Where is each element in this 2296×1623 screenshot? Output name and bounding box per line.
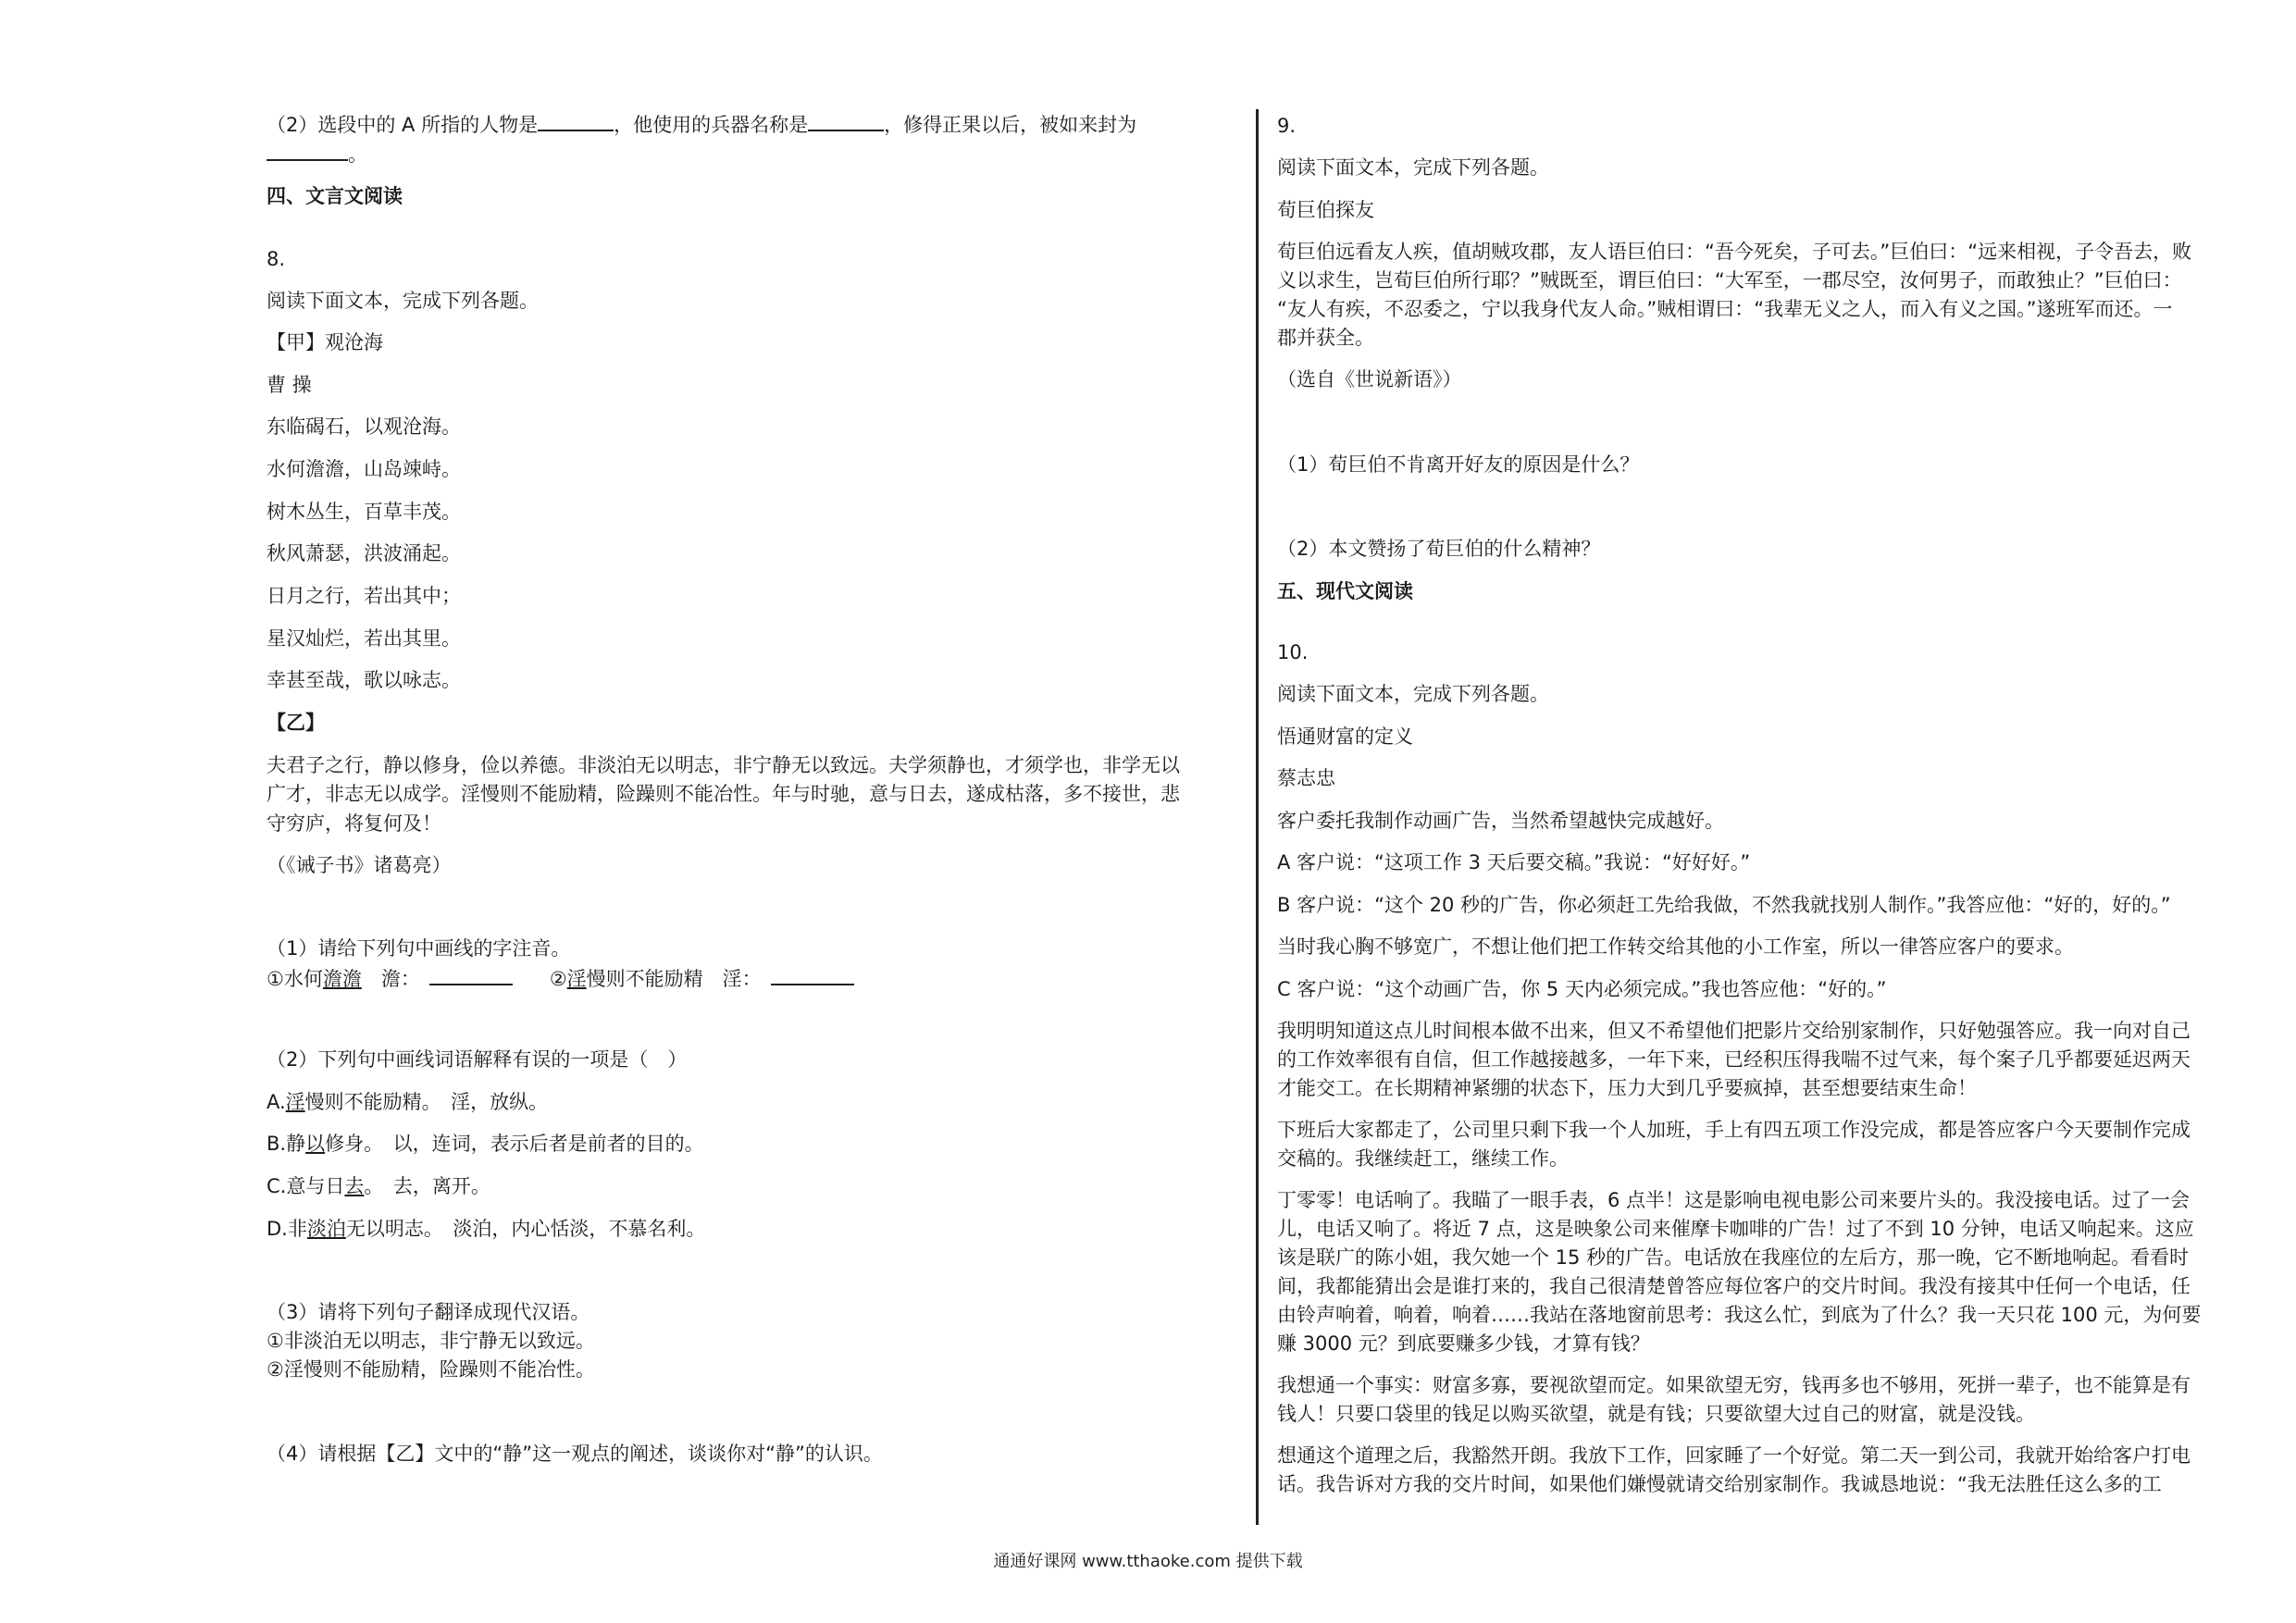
q10-paragraph-line: 由铃声响着，响着，响着……我站在落地窗前思考：我这么忙，到底为了什么？我一天只花 100 元，为何要 [1277,1304,2202,1326]
q10-intro: 阅读下面文本，完成下列各题。 [1277,683,1549,705]
poem-line: 幸甚至哉，歌以咏志。 [267,669,461,691]
q8-sub1-items: ①水何澹澹 澹： ②淫慢则不能励精 淫： [267,963,854,993]
yi-title: 【乙】 [267,712,325,734]
jia-title: 【甲】观沧海 [267,331,383,353]
q10-paragraph: B 客户说：“这个 20 秒的广告，你必须赶工先给我做，不然我就找别人制作。”我答应他：“好的，好的。” [1277,894,2171,916]
q9-source: （选自《世说新语》） [1277,368,1462,390]
poem-line: 星汉灿烂，若出其里。 [267,627,461,650]
poem-line: 树木丛生，百草丰茂。 [267,501,461,523]
q7-sub2: （2）选段中的 A 所指的人物是 ，他使用的兵器名称是 ，修得正果以后，被如来封为 [267,109,1136,139]
q8-sub3-title: （3）请将下列句子翻译成现代汉语。 [267,1301,590,1323]
q10-paragraph-line: 赚 3000 元？到底要赚多少钱，才算有钱？ [1277,1332,1650,1355]
option-a[interactable]: A.淫慢则不能励精。 淫，放纵。 [267,1091,549,1113]
answer-blank[interactable] [771,963,854,985]
option-d[interactable]: D.非淡泊无以明志。 淡泊，内心恬淡，不慕名利。 [267,1218,706,1240]
q10-paragraph-line: 我明明知道这点儿时间根本做不出来，但又不希望他们把影片交给别家制作，只好勉强答应。我一向对自己 [1277,1020,2191,1042]
q9-sub2: （2）本文赞扬了荀巨伯的什么精神？ [1277,538,1601,560]
q10-number: 10. [1277,641,1309,663]
column-divider [1256,109,1259,1525]
q9-text-line: 荀巨伯远看友人疾，值胡贼攻郡，友人语巨伯曰：“吾今死矣，子可去。”巨伯曰：“远来相视，子令吾去，败 [1277,241,2192,263]
poem-line: 秋风萧瑟，洪波涌起。 [267,542,461,564]
q10-author: 蔡志忠 [1277,767,1335,789]
q10-paragraph: 客户委托我制作动画广告，当然希望越快完成越好。 [1277,810,1724,832]
q10-paragraph-line: 丁零零！电话响了。我瞄了一眼手表，6 点半！这是影响电视电影公司来要片头的。我没接电话。过了一会 [1277,1189,2191,1211]
q10-paragraph-line: 交稿的。我继续赶工，继续工作。 [1277,1147,1569,1170]
q10-paragraph-line: 下班后大家都走了，公司里只剩下我一个人加班，手上有四五项工作没完成，都是答应客户今天要制作完成 [1277,1119,2191,1141]
q9-sub1: （1）荀巨伯不肯离开好友的原因是什么？ [1277,453,1640,476]
q10-paragraph-line: 的工作效率很有自信，但工作越接越多，一年下来，已经积压得我喘不过气来，每个案子几乎都要延迟两天 [1277,1048,2191,1071]
q8-sub1-title: （1）请给下列句中画线的字注音。 [267,937,571,960]
q10-paragraph: C 客户说：“这个动画广告，你 5 天内必须完成。”我也答应他：“好的。” [1277,978,1887,1000]
yi-text-line: 守穷庐，将复何及！ [267,812,441,835]
q9-intro: 阅读下面文本，完成下列各题。 [1277,156,1549,179]
q10-paragraph-line: 想通这个道理之后，我豁然开朗。我放下工作，回家睡了一个好觉。第二天一到公司，我就开始给客户打电 [1277,1444,2191,1467]
q8-sub4: （4）请根据【乙】文中的“静”这一观点的阐述，谈谈你对“静”的认识。 [267,1443,883,1465]
q10-title: 悟通财富的定义 [1277,725,1413,748]
answer-blank[interactable] [267,139,348,161]
q10-paragraph-line: 钱人！只要口袋里的钱足以购买欲望，就是有钱；只要欲望大过自己的财富，就是没钱。 [1277,1403,2035,1425]
footer-credit: 通通好课网 www.tthaoke.com 提供下载 [993,1552,1303,1571]
q10-paragraph: A 客户说：“这项工作 3 天后要交稿。”我说：“好好好。” [1277,851,1751,873]
q8-intro: 阅读下面文本，完成下列各题。 [267,290,539,312]
q9-title: 荀巨伯探友 [1277,199,1374,221]
q9-number: 9. [1277,115,1297,137]
option-b[interactable]: B.静以修身。 以，连词，表示后者是前者的目的。 [267,1133,704,1155]
q8-number: 8. [267,248,286,270]
section-4-title: 四、文言文阅读 [267,185,403,207]
q8-sub3-sentence: ①非淡泊无以明志，非宁静无以致远。 [267,1330,595,1352]
q9-text-line: 郡并获全。 [1277,327,1374,349]
q10-paragraph-line: 儿，电话又响了。将近 7 点，这是映象公司来催摩卡咖啡的广告！过了不到 10 分钟，电话又响起来。这应 [1277,1218,2194,1240]
yi-source: （《诫子书》诸葛亮） [267,854,452,876]
answer-blank[interactable] [808,109,884,131]
q8-sub2-title: （2）下列句中画线词语解释有误的一项是（ ） [267,1048,688,1071]
q9-text-line: “友人有疾，不忍委之，宁以我身代友人命。”贼相谓曰：“我辈无义之人，而入有义之国。”遂班军而还。一 [1277,298,2173,320]
q10-paragraph-line: 间，我都能猜出会是谁打来的，我自己很清楚曾答应每位客户的交片时间。我没有接其中任何一个电话，任 [1277,1275,2191,1297]
yi-text-line: 夫君子之行，静以修身，俭以养德。非淡泊无以明志，非宁静无以致远。夫学须静也，才须学也，非学无以 [267,754,1180,776]
q7-sub2-cont: 。 [267,139,367,168]
q10-paragraph-line: 话。我告诉对方我的交片时间，如果他们嫌慢就请交给别家制作。我诚恳地说：“我无法胜任这么多的工 [1277,1473,2162,1495]
poem-line: 水何澹澹，山岛竦峙。 [267,458,461,480]
q10-paragraph: 当时我心胸不够宽广，不想让他们把工作转交给其他的小工作室，所以一律答应客户的要求。 [1277,935,2074,958]
poem-line: 东临碣石，以观沧海。 [267,415,461,438]
option-c[interactable]: C.意与日去。 去，离开。 [267,1175,490,1197]
poem-line: 日月之行，若出其中； [267,585,461,607]
section-5-title: 五、现代文阅读 [1277,580,1413,602]
answer-blank[interactable] [429,963,513,985]
answer-blank[interactable] [538,109,614,131]
q10-paragraph-line: 我想通一个事实：财富多寡，要视欲望而定。如果欲望无穷，钱再多也不够用，死拼一辈子，也不能算是有 [1277,1374,2191,1396]
q10-paragraph-line: 该是联广的陈小姐，我欠她一个 15 秒的广告。电话放在我座位的左后方，那一晚，它不断地响起。看看时 [1277,1246,2190,1269]
yi-text-line: 广才，非志无以成学。淫慢则不能励精，险躁则不能冶性。年与时驰，意与日去，遂成枯落，多不接世，悲 [267,783,1180,805]
q8-sub3-sentence: ②淫慢则不能励精，险躁则不能冶性。 [267,1358,595,1381]
q10-paragraph-line: 才能交工。在长期精神紧绷的状态下，压力大到几乎要疯掉，甚至想要结束生命！ [1277,1077,1977,1099]
q9-text-line: 义以求生，岂荀巨伯所行耶？”贼既至，谓巨伯曰：“大军至，一郡尽空，汝何男子，而敢独止？”巨伯曰： [1277,269,2182,291]
poem-author: 曹 操 [267,374,312,396]
